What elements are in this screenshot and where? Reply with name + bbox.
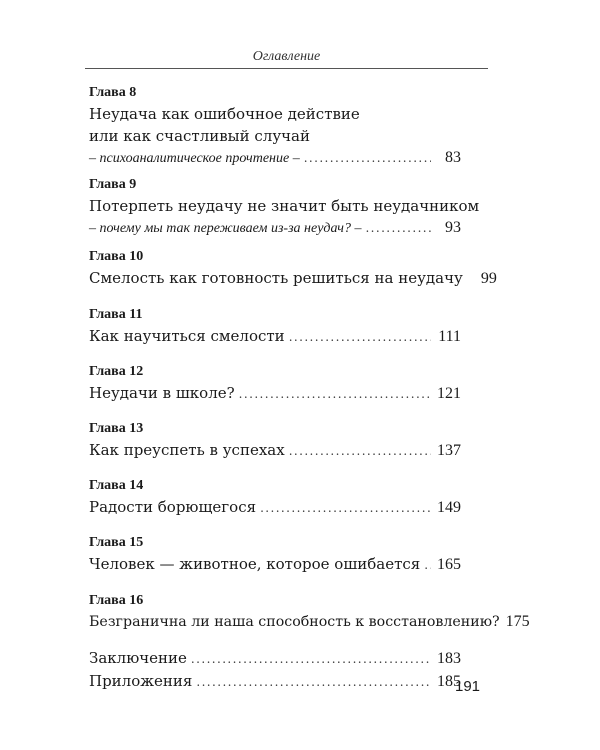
toc-entry-appendices[interactable] [89, 670, 461, 693]
dot-leader [289, 440, 431, 462]
chapter-title: Человек — животное, которое ошибается [89, 555, 421, 573]
dot-leader [304, 147, 431, 169]
page-reference: 137 [437, 442, 461, 459]
page-reference: 83 [445, 149, 461, 166]
dot-leader [191, 648, 431, 670]
dot-leader [289, 326, 431, 348]
chapter-label: Глава 16 [89, 593, 144, 608]
page-number: 191 [455, 678, 481, 695]
toc-entry-chapter-8[interactable] [89, 83, 461, 175]
chapter-label: Глава 13 [89, 421, 144, 436]
chapter-subtitle: – психоаналитическое прочтение – [89, 151, 300, 166]
chapter-title-line: Потерпеть неудачу не значит быть неудачником [89, 197, 480, 215]
dot-leader [239, 383, 431, 405]
page-reference: 111 [438, 328, 461, 345]
page-reference: 185 [437, 673, 461, 690]
running-header: Оглавление [252, 49, 321, 64]
chapter-title: Смелость как готовность решиться на неудачу [89, 269, 463, 287]
page-reference: 149 [437, 499, 461, 516]
chapter-title: Безгранична ли наша способность к восстановлению? [89, 614, 500, 630]
dot-leader [365, 217, 431, 239]
page-reference: 121 [437, 385, 461, 402]
toc-entry-chapter-13[interactable] [89, 419, 461, 476]
page-reference: 175 [505, 613, 530, 630]
toc-entry-chapter-15[interactable] [89, 533, 461, 591]
entry-title: Заключение [89, 649, 187, 667]
toc-entry-chapter-16[interactable] [89, 591, 530, 647]
entry-title: Приложения [89, 672, 193, 690]
chapter-title: Неудачи в школе? [89, 384, 235, 402]
chapter-subtitle: – почему мы так переживаем из-за неудач? – [89, 221, 362, 236]
chapter-label: Глава 12 [89, 364, 144, 379]
toc-entry-conclusion[interactable] [89, 647, 461, 670]
page-reference: 165 [437, 556, 461, 573]
chapter-title: Как преуспеть в успехах [89, 441, 285, 459]
chapter-label: Глава 11 [89, 307, 143, 322]
toc-entry-chapter-10[interactable] [89, 247, 497, 305]
chapter-label: Глава 10 [89, 249, 144, 264]
toc-entry-chapter-9[interactable] [89, 175, 480, 247]
chapter-title: Как научиться смелости [89, 327, 285, 345]
page-reference: 183 [437, 650, 461, 667]
chapter-label: Глава 9 [89, 177, 137, 192]
page-reference: 93 [445, 219, 461, 236]
chapter-label: Глава 15 [89, 535, 144, 550]
chapter-title: Радости борющегося [89, 498, 257, 516]
toc-entry-chapter-11[interactable] [89, 305, 461, 362]
header-rule [85, 68, 488, 69]
chapter-label: Глава 8 [89, 85, 137, 100]
dot-leader [260, 497, 431, 519]
chapter-title-line: Неудача как ошибочное действие [89, 105, 360, 123]
chapter-label: Глава 14 [89, 478, 144, 493]
dot-leader [424, 554, 431, 576]
dot-leader [196, 671, 431, 693]
toc-entry-chapter-12[interactable] [89, 362, 461, 419]
page-reference: 99 [480, 270, 497, 287]
chapter-title-line: или как счастливый случай [89, 127, 311, 145]
toc-entry-chapter-14[interactable] [89, 476, 461, 533]
